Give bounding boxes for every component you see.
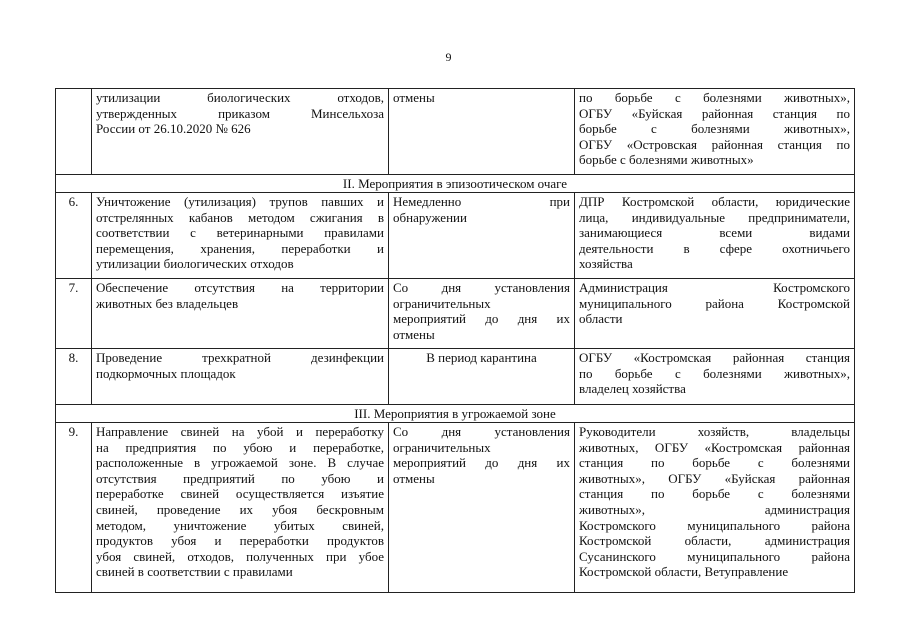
text-line: подкормочных площадок bbox=[96, 365, 236, 381]
text-line: животных», ОГБУ «Буйская районная bbox=[579, 470, 850, 486]
row-number: 9. bbox=[56, 423, 92, 593]
text-line: утилизации биологических отходов, bbox=[96, 90, 384, 105]
measure-cell bbox=[92, 89, 389, 175]
measure-cell bbox=[92, 423, 389, 593]
text-line: Сусанинского муниципального района bbox=[579, 548, 850, 564]
section-title: III. Мероприятия в угрожаемой зоне bbox=[56, 405, 855, 423]
responsible-cell bbox=[575, 193, 855, 279]
text-line: борьбе с болезнями животных» bbox=[579, 152, 754, 168]
text-line: ДПР Костромской области, юридические bbox=[579, 194, 850, 209]
text-line: методом, уничтожение убитых свиней, bbox=[96, 517, 384, 533]
text-line: хозяйства bbox=[579, 256, 633, 272]
period-cell bbox=[389, 423, 575, 593]
text-line: на предприятия по убою и переработке, bbox=[96, 439, 384, 455]
text-line: Немедленно при bbox=[393, 194, 570, 209]
measures-table bbox=[55, 88, 855, 593]
text-line: животных, ОГБУ «Костромская районная bbox=[579, 439, 850, 455]
period-cell bbox=[389, 279, 575, 349]
text-line: владелец хозяйства bbox=[579, 381, 686, 397]
text-line: соответствии с ветеринарными правилами bbox=[96, 225, 384, 241]
measure-cell bbox=[92, 279, 389, 349]
text-line: животных без владельцев bbox=[96, 295, 239, 311]
text-line: области bbox=[579, 311, 623, 327]
section-header-row bbox=[56, 405, 855, 423]
table-row bbox=[56, 279, 855, 349]
text-line: животных», администрация bbox=[579, 501, 850, 517]
text-line: по борьбе с болезнями животных», bbox=[579, 90, 850, 105]
responsible-cell bbox=[575, 423, 855, 593]
text-line: Уничтожение (утилизация) трупов павших и bbox=[96, 194, 384, 209]
section-header-row bbox=[56, 175, 855, 193]
text-line: станция по борьбе с болезнями bbox=[579, 486, 850, 502]
text-line: переработке свиней осуществляется изъятие bbox=[96, 486, 384, 502]
text-line: Костромской области, Ветуправление bbox=[579, 564, 789, 580]
text-line: убоя свиней, отходов, полученных при убое bbox=[96, 548, 384, 564]
text-line: Костромской области, администрация bbox=[579, 533, 850, 549]
text-line: обнаружении bbox=[393, 209, 467, 225]
period-cell bbox=[389, 89, 575, 175]
text-line: Со дня установления bbox=[393, 280, 570, 295]
text-line: отстрелянных кабанов методом сжигания в bbox=[96, 209, 384, 225]
text-line: отмены bbox=[393, 470, 435, 486]
text-line: занимающиеся всеми видами bbox=[579, 225, 850, 241]
text-line: свиней, проведение их убоя бескровным bbox=[96, 501, 384, 517]
text-line: мероприятий до дня их bbox=[393, 455, 570, 471]
text-line: Обеспечение отсутствия на территории bbox=[96, 280, 384, 295]
text-line: ОГБУ «Островская районная станция по bbox=[579, 136, 850, 152]
text-line: борьбе с болезнями животных», bbox=[579, 121, 850, 137]
text-line: отмены bbox=[393, 90, 435, 105]
responsible-cell bbox=[575, 89, 855, 175]
text-line: Костромского муниципального района bbox=[579, 517, 850, 533]
section-title: II. Мероприятия в эпизоотическом очаге bbox=[56, 175, 855, 193]
text-line: В период карантина bbox=[426, 350, 537, 365]
text-line: ОГБУ «Буйская районная станция по bbox=[579, 105, 850, 121]
table-body bbox=[56, 89, 855, 593]
measure-cell bbox=[92, 193, 389, 279]
text-line: продуктов убоя и переработки продуктов bbox=[96, 533, 384, 549]
text-line: отмены bbox=[393, 326, 435, 342]
responsible-cell bbox=[575, 279, 855, 349]
text-line: утилизации биологических отходов bbox=[96, 256, 294, 272]
measure-cell bbox=[92, 349, 389, 405]
text-line: Со дня установления bbox=[393, 424, 570, 439]
text-line: муниципального района Костромской bbox=[579, 295, 850, 311]
table-row bbox=[56, 423, 855, 593]
text-line: Руководители хозяйств, владельцы bbox=[579, 424, 850, 439]
text-line: России от 26.10.2020 № 626 bbox=[96, 121, 251, 137]
row-number bbox=[56, 89, 92, 175]
text-line: Администрация Костромского bbox=[579, 280, 850, 295]
text-line: перемещения, хранения, переработки и bbox=[96, 240, 384, 256]
text-line: ограничительных bbox=[393, 439, 491, 455]
text-line: свиней в соответствии с правилами bbox=[96, 564, 293, 580]
text-line: ограничительных bbox=[393, 295, 491, 311]
text-line: отсутствия предприятий по убою и bbox=[96, 470, 384, 486]
text-line: деятельности в сфере охотничьего bbox=[579, 240, 850, 256]
text-line: утвержденных приказом Минсельхоза bbox=[96, 105, 384, 121]
text-line: Проведение трехкратной дезинфекции bbox=[96, 350, 384, 365]
text-line: лица, индивидуальные предприниматели, bbox=[579, 209, 850, 225]
table-row bbox=[56, 349, 855, 405]
text-line: ОГБУ «Костромская районная станция bbox=[579, 350, 850, 365]
row-number: 8. bbox=[56, 349, 92, 405]
text-line: расположенные в угрожаемой зоне. В случае bbox=[96, 455, 384, 471]
page-number: 9 bbox=[445, 50, 452, 64]
text-line: мероприятий до дня их bbox=[393, 311, 570, 327]
text-line: станция по борьбе с болезнями bbox=[579, 455, 850, 471]
row-number: 7. bbox=[56, 279, 92, 349]
table-row bbox=[56, 89, 855, 175]
text-line: Направление свиней на убой и переработку bbox=[96, 424, 384, 439]
responsible-cell bbox=[575, 349, 855, 405]
row-number: 6. bbox=[56, 193, 92, 279]
text-line: по борьбе с болезнями животных», bbox=[579, 365, 850, 381]
table-row bbox=[56, 193, 855, 279]
period-cell bbox=[389, 193, 575, 279]
period-cell bbox=[389, 349, 575, 405]
